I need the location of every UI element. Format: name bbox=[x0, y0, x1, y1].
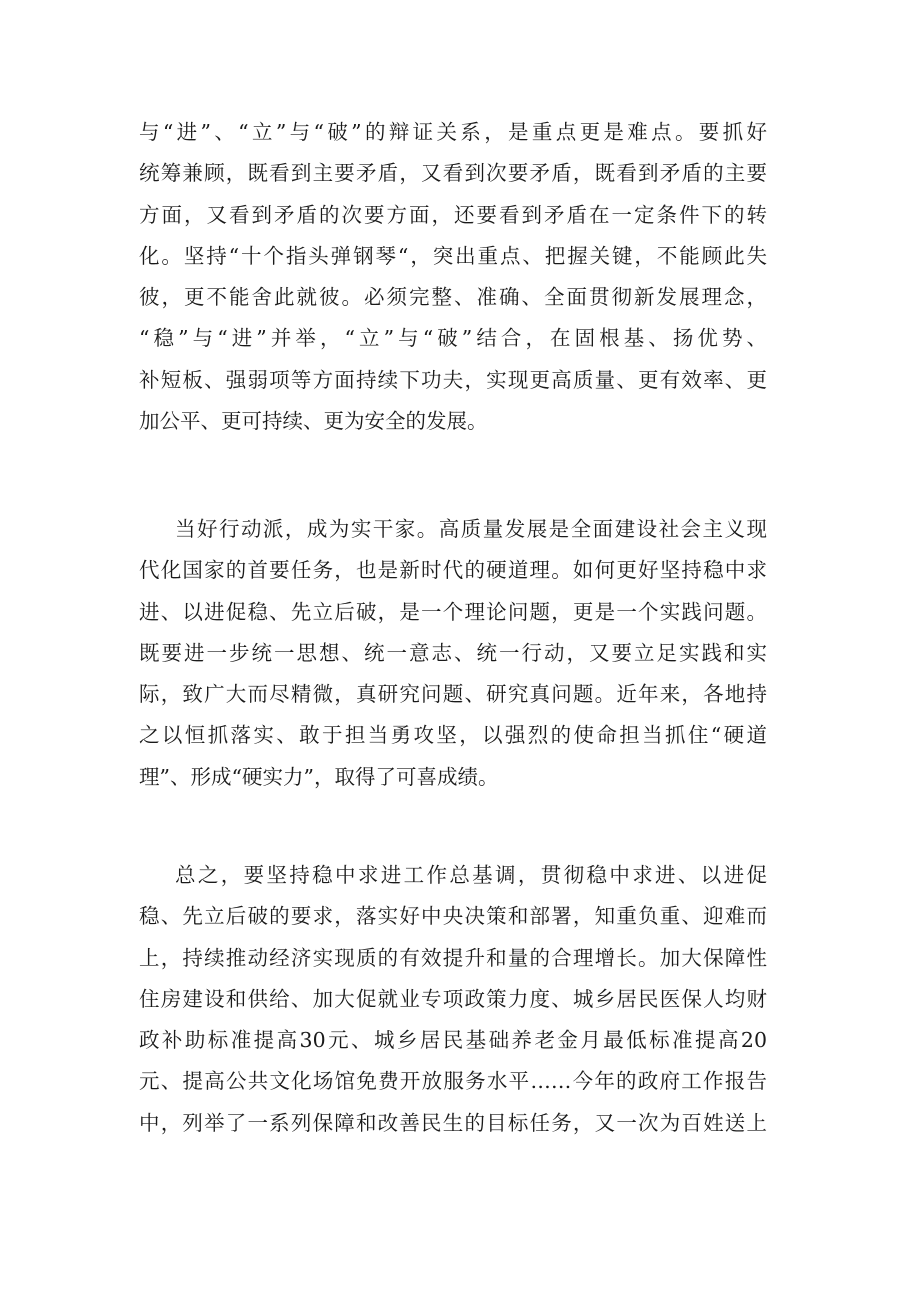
paragraph-1 bbox=[139, 112, 767, 442]
paragraph-line: 统筹兼顾，既看到主要矛盾，又看到次要矛盾，既看到矛盾的主要 bbox=[139, 161, 767, 186]
paragraph-line: 总之，要坚持稳中求进工作总基调，贯彻稳中求进、以进促 bbox=[175, 863, 767, 887]
paragraph-line: 理”、形成“硬实力”，取得了可喜成绩。 bbox=[139, 764, 499, 789]
paragraph-line: 进、以进促稳、先立后破，是一个理论问题，更是一个实践问题。 bbox=[139, 599, 767, 624]
paragraph-line: 稳、先立后破的要求，落实好中央决策和部署，知重负重、迎难而 bbox=[139, 904, 767, 929]
paragraph-line: 住房建设和供给、加大促就业专项政策力度、城乡居民医保人均财 bbox=[139, 986, 767, 1011]
paragraph-line: 上，持续推动经济实现质的有效提升和量的合理增长。加大保障性 bbox=[139, 945, 767, 970]
paragraph-line: 彼，更不能舍此就彼。必须完整、准确、全面贯彻新发展理念， bbox=[139, 285, 767, 310]
paragraph-line: 既要进一步统一思想、统一意志、统一行动，又要立足实践和实 bbox=[139, 640, 767, 665]
paragraph-3 bbox=[139, 855, 767, 1144]
paragraph-line: “稳”与“进”并举，“立”与“破”结合，在固根基、扬优势、 bbox=[139, 326, 767, 351]
paragraph-line: 元、提高公共文化场馆免费开放服务水平……今年的政府工作报告 bbox=[139, 1069, 767, 1094]
paragraph-line: 政补助标准提高30元、城乡居民基础养老金月最低标准提高20 bbox=[139, 1028, 767, 1053]
paragraph-line: 之以恒抓落实、敢于担当勇攻坚，以强烈的使命担当抓住“硬道 bbox=[139, 723, 767, 748]
paragraph-line: 当好行动派，成为实干家。高质量发展是全面建设社会主义现 bbox=[175, 517, 767, 541]
paragraph-line: 加公平、更可持续、更为安全的发展。 bbox=[139, 409, 488, 434]
paragraph-line: 与“进”、“立”与“破”的辩证关系，是重点更是难点。要抓好 bbox=[139, 120, 767, 144]
paragraph-line: 代化国家的首要任务，也是新时代的硬道理。如何更好坚持稳中求 bbox=[139, 558, 767, 583]
paragraph-2 bbox=[139, 509, 767, 798]
paragraph-line: 中，列举了一系列保障和改善民生的目标任务，又一次为百姓送上 bbox=[139, 1110, 767, 1135]
paragraph-line: 化。坚持“十个指头弹钢琴“，突出重点、把握关键，不能顾此失 bbox=[139, 243, 767, 268]
paragraph-line: 补短板、强弱项等方面持续下功夫，实现更高质量、更有效率、更 bbox=[139, 367, 767, 392]
paragraph-line: 际，致广大而尽精微，真研究问题、研究真问题。近年来，各地持 bbox=[139, 682, 767, 707]
paragraph-line: 方面，又看到矛盾的次要方面，还要看到矛盾在一定条件下的转 bbox=[139, 202, 767, 227]
